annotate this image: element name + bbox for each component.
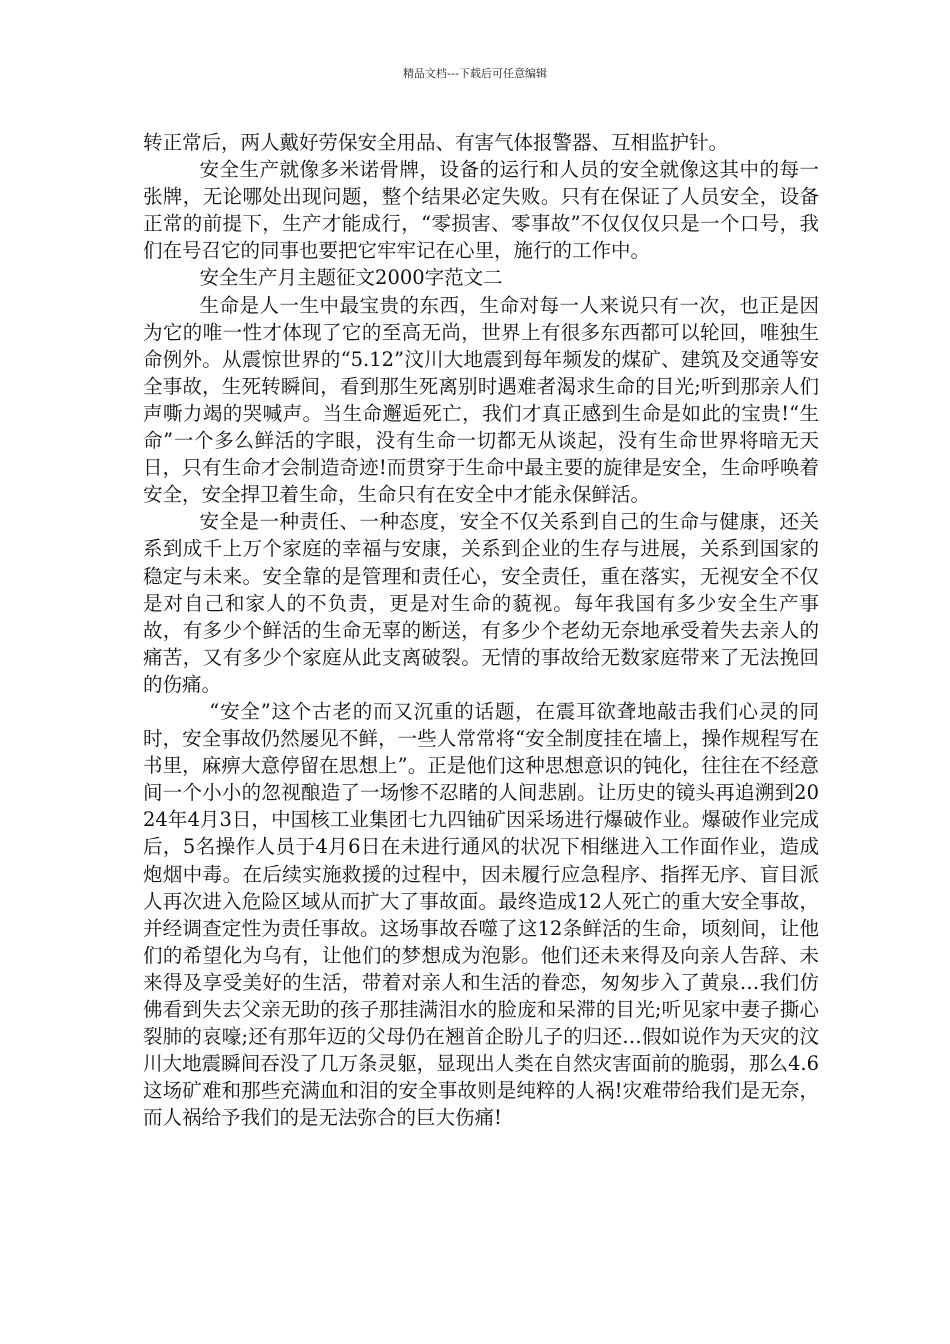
paragraph-domino: 安全生产就像多米诺骨牌，设备的运行和人员的安全就像这其中的每一张牌，无论哪处出现问题，整个结果必定失败。只有在保证了人员安全，设备正常的前提下，生产才能成行，“零损害、零事故”不仅仅仅只是一个口号，我们在号召它的同事也要把它牢牢记在心里，施行的工作中。 xyxy=(143,158,819,263)
section-heading: 安全生产月主题征文2000字范文二 xyxy=(199,266,503,290)
paragraph-responsibility: 安全是一种责任、一种态度，安全不仅关系到自己的生命与健康，还关系到成千上万个家庭的幸福与安康，关系到企业的生存与进展，关系到国家的稳定与未来。安全靠的是管理和责任心，安全责任，重在落实，无视安全不仅是对自己和家人的不负责，更是对生命的藐视。每年我国有多少安全生产事故，有多少个鲜活的生命无辜的断送，有多少个老幼无奈地承受着失去亲人的痛苦，又有多少个家庭从此支离破裂。无情的事故给无数家庭带来了无法挽回的伤痛。 xyxy=(143,510,819,696)
paragraph-accident: “安全”这个古老的而又沉重的话题，在震耳欲聋地敲击我们心灵的同时，安全事故仍然屡见不鲜，一些人常常将“安全制度挂在墙上，操作规程写在书里，麻痹大意停留在思想上”。正是他们这种思想意识的钝化，往往在不经意间一个小小的忽视酿造了一场惨不忍睹的人间悲剧。让历史的镜头再追溯到2024年4月3日，中国核工业集团七九四铀矿因采场进行爆破作业。爆破作业完成后，5名操作人员于4月6日在未进行通风的状况下相继进入工作面作业，造成炮烟中毒。在后续实施救援的过程中，因未履行应急程序、指挥无序、盲目派人再次进入危险区域从而扩大了事故面。最终造成12人死亡的重大安全事故，并经调查定性为责任事故。这场事故吞噬了这12条鲜活的生命，顷刻间，让他们的希望化为乌有，让他们的梦想成为泡影。他们还未来得及向亲人告辞、未来得及享受美好的生活，带着对亲人和生活的眷恋，匆匆步入了黄泉…我们仿佛看到失去父亲无助的孩子那挂满泪水的脸庞和呆滞的目光;听见家中妻子撕心裂肺的哀嚎;还有那年迈的父母仍在翘首企盼儿子的归还…假如说作为天灾的汶川大地震瞬间吞没了几万条灵躯，显现出人类在自然灾害面前的脆弱，那么4.6这场矿难和那些充满血和泪的安全事故则是纯粹的人祸!灾难带给我们是无奈，而人祸给予我们的是无法弥合的巨大伤痛! xyxy=(143,699,819,1130)
paragraph-continuation: 转正常后，两人戴好劳保安全用品、有害气体报警器、互相监护针。 xyxy=(143,131,729,154)
paragraph-life: 生命是人一生中最宝贵的东西，生命对每一人来说只有一次，也正是因为它的唯一性才体现了它的至高无尚，世界上有很多东西都可以轮回，唯独生命例外。从震惊世界的“5.12”汶川大地震到每年频发的煤矿、建筑及交通等安全事故，生死转瞬间，看到那生死离别时遇难者渴求生命的目光;听到那亲人们声嘶力竭的哭喊声。当生命邂逅死亡，我们才真正感到生命是如此的宝贵!“生命”一个多么鲜活的字眼，没有生命一切都无从谈起，没有生命世界将暗无天日，只有生命才会制造奇迹!而贯穿于生命中最主要的旋律是安全，生命呼唤着安全，安全捍卫着生命，生命只有在安全中才能永保鲜活。 xyxy=(143,293,819,507)
page-header: 精品文档---下载后可任意编辑 xyxy=(403,67,547,80)
document-body xyxy=(143,129,819,1131)
